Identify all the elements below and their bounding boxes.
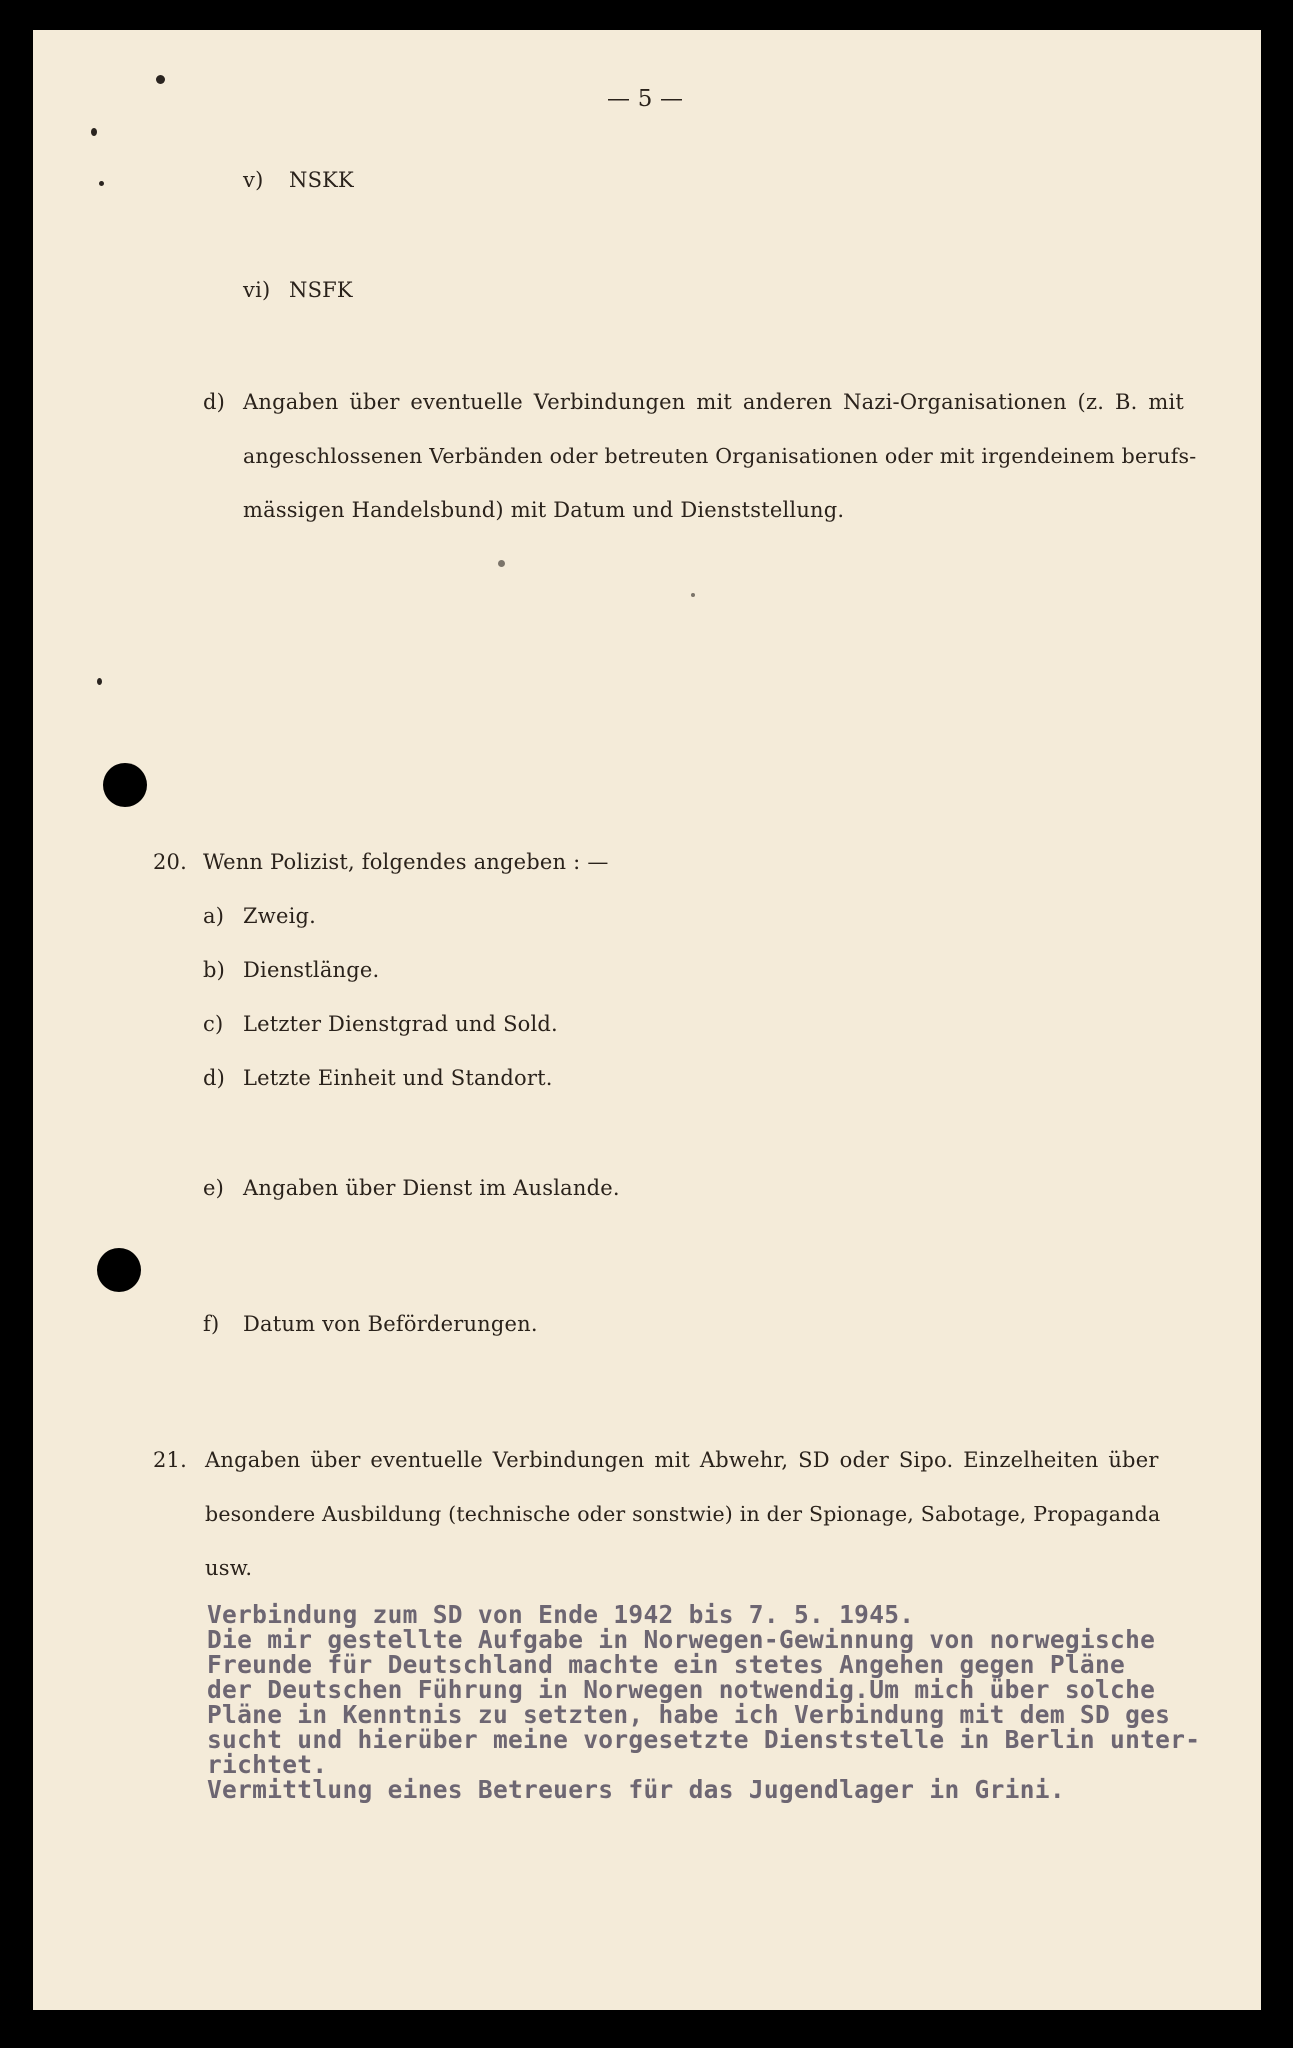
ink-speck [99,181,104,186]
typed-answer-line-1: Verbindung zum SD von Ende 1942 bis 7. 5. 1945. [207,1600,915,1629]
q20-d-text: Letzte Einheit und Standort. [243,1066,553,1090]
q20-b-marker: b) [203,958,226,982]
q20-d-marker: d) [203,1066,226,1090]
punch-hole-bottom [97,1248,141,1292]
q20-e-marker: e) [203,1176,225,1200]
typed-answer-line-8: Vermittlung eines Betreuers für das Jugendlager in Grini. [207,1775,1065,1804]
item-d-marker: d) [203,390,226,414]
item-d-line-2: angeschlossenen Verbänden oder betreuten Organisationen oder mit irgendeinem berufs- [243,444,1197,468]
ink-speck [498,560,505,567]
question-20-number: 20. [153,850,187,874]
q20-c-marker: c) [203,1012,224,1036]
q20-e-text: Angaben über Dienst im Auslande. [243,1176,620,1200]
ink-speck [156,75,165,84]
q20-a-marker: a) [203,904,225,928]
item-v-marker: v) [243,168,264,192]
item-d-line-1: Angaben über eventuelle Verbindungen mit anderen Nazi-Organisationen (z. B. mit [243,390,1185,414]
typed-answer-line-7: richtet. [207,1750,328,1779]
question-21-number: 21. [153,1448,187,1472]
ink-speck [97,678,102,685]
typed-answer-line-4: der Deutschen Führung in Norwegen notwendig.Um mich über solche [207,1675,1156,1704]
item-d-line-3: mässigen Handelsbund) mit Datum und Dienststellung. [243,498,845,522]
typed-answer-line-5: Pläne in Kenntnis zu setzten, habe ich Verbindung mit dem SD ges [207,1700,1171,1729]
punch-hole-top [103,763,147,807]
question-21-line-3: usw. [205,1556,253,1580]
q20-f-marker: f) [203,1312,220,1336]
q20-a-text: Zweig. [243,904,317,928]
question-21-line-2: besondere Ausbildung (technische oder sonstwie) in der Spionage, Sabotage, Propaganda [205,1502,1161,1526]
question-20-title: Wenn Polizist, folgendes angeben : — [203,850,609,874]
item-vi-label: NSFK [289,278,353,302]
document-page [33,30,1261,2010]
typed-answer-line-6: sucht und hierüber meine vorgesetzte Dienststelle in Berlin unter- [207,1725,1201,1754]
ink-speck [691,593,695,597]
question-21-line-1: Angaben über eventuelle Verbindungen mit Abwehr, SD oder Sipo. Einzelheiten über [205,1448,1159,1472]
typed-answer-line-3: Freunde für Deutschland machte ein stetes Angehen gegen Pläne [207,1650,1126,1679]
item-vi-marker: vi) [243,278,271,302]
ink-speck [91,128,97,136]
q20-c-text: Letzter Dienstgrad und Sold. [243,1012,558,1036]
typed-answer-line-2: Die mir gestellte Aufgabe in Norwegen-Gewinnung von norwegische [207,1625,1156,1654]
q20-f-text: Datum von Beförderungen. [243,1312,538,1336]
item-v-label: NSKK [289,168,354,192]
page-number: — 5 — [607,86,684,112]
q20-b-text: Dienstlänge. [243,958,380,982]
